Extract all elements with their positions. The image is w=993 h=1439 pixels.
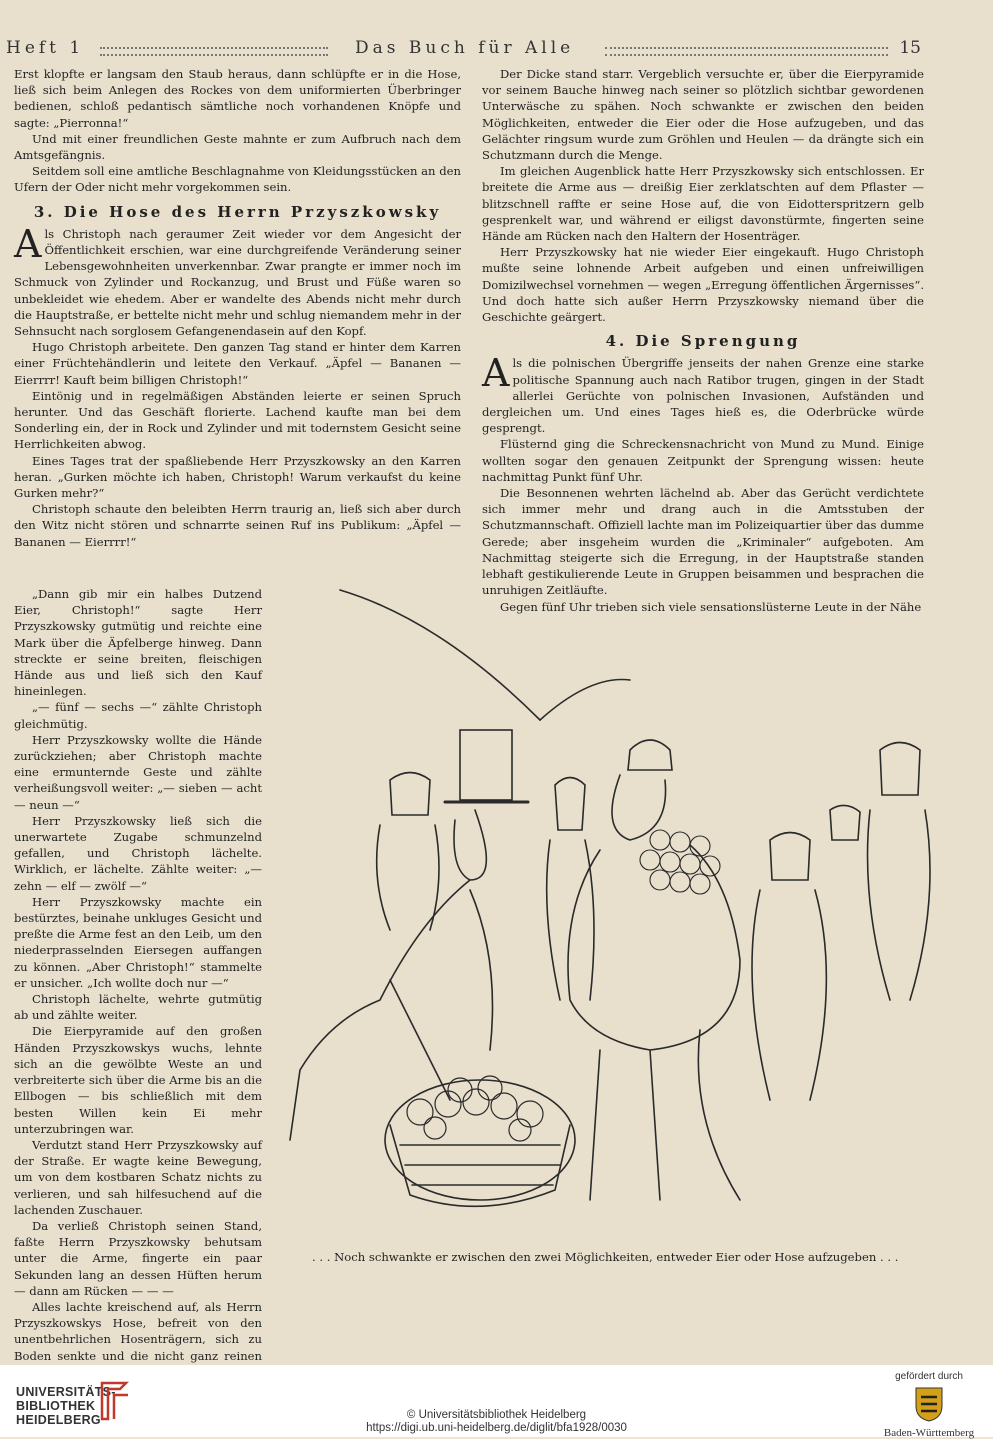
library-footer [0,1365,993,1437]
paragraph: Herr Przyszkowsky machte ein bestürztes, beinahe unkluges Gesicht und preßte die Arme fest an den Leib, um den niederprasselnden Eiersegen auffangen zu können. „Aber Christoph!“ stammelte er unsicher. „Ich wollte doch nur —“ [14,894,262,990]
header-title: Das Buch für Alle [355,38,575,58]
paragraph: Herr Przyszkowsky ließ sich die unerwartete Zugabe schmunzelnd gefallen, und Christoph lächelte. Wirklich, er lächelte. Zählte weiter: „— zehn — elf — zwölf —“ [14,813,262,893]
library-name-line: HEIDELBERG [16,1413,101,1427]
right-column [482,66,924,615]
section-heading: 3. Die Hose des Herrn Przyszkowsky [33,202,442,221]
paragraph: Herr Przyszkowsky hat nie wieder Eier eingekauft. Hugo Christoph mußte seine lohnende Arbeit aufgeben und einen unfreiwilligen Domizilwechsel vornehmen — wegen „Erregung öffentlichen Ärgernisses“. Und doch hatte sich außer Herrn Przyszkowsky niemand über die Geschichte geärgert. [482,245,924,325]
source-url-link[interactable]: https://digi.ub.uni-heidelberg.de/diglit/bfa1928/0030 [366,1422,627,1434]
left-column-upper [14,66,461,550]
paragraph: Da verließ Christoph seinen Stand, faßte Herrn Przyszkowsky behutsam unter die Arme, fingerte ein paar Sekunden lang an dessen Hüften herum — dann am Rücken — — — [14,1218,262,1298]
library-name-line: BIBLIOTHEK [16,1399,96,1413]
header-issue: Heft 1 [6,38,85,58]
copyright-text: © Universitätsbibliothek Heidelberg [406,1409,587,1421]
illustration-crowd-scene [270,580,950,1250]
header-ornament-left [100,47,328,56]
paragraph: Eines Tages trat der spaßliebende Herr Przyszkowsky an den Karren heran. „Gurken möchte ich haben, Christoph! Warum verkaufst du keine Gurken mehr?“ [14,453,461,501]
header-ornament-right [605,47,888,56]
paragraph: Als die polnischen Übergriffe jenseits der nahen Grenze eine starke politische Spannung auch nach Ratibor trugen, gingen in der Stadt allerlei Gerüchte von polnischen Invasionen, Aufständen und dergleichen um. Und eines Tages hieß es, die Oderbrücke würde gesprengt. [482,351,924,436]
state-crest-icon [914,1386,944,1422]
section-heading: 4. Die Sprengung [605,332,801,351]
sponsor-block [879,1371,979,1439]
paragraph: Verdutzt stand Herr Przyszkowsky auf der Straße. Er wagte keine Bewegung, um von dem kostbaren Schatz nichts zu verlieren, und sah hilfesuchend auf die lachenden Zuschauer. [14,1137,262,1217]
drop-cap: A [14,221,42,266]
paragraph: „Dann gib mir ein halbes Dutzend Eier, Christoph!“ sagte Herr Przyszkowsky gutmütig und reichte eine Mark über die Äpfelberge hinweg. Dann streckte er seine breiten, fleischigen Hände aus und ließ sich den Kauf hineinlegen. [14,587,262,699]
paragraph: Herr Przyszkowsky wollte die Hände zurückziehen; aber Christoph machte eine ermunternde Geste und zählte verheißungsvoll weiter: „— sieben — acht — neun —“ [14,732,262,812]
left-column-lower [14,586,262,1380]
paragraph: Die Eierpyramide auf den großen Händen Przyszkowskys wuchs, lehnte sich an die gewölbte Weste an und verbreiterte sich über die Arme bis an die Ellbogen — bis schließlich mit dem besten Willen kein Ei mehr unterzubringen war. [14,1024,262,1136]
paragraph: Hugo Christoph arbeitete. Den ganzen Tag stand er hinter dem Karren einer Früchtehändlerin und leitete den Verkauf. „Äpfel — Bananen — Eierrrr! Kauft beim billigen Christoph!“ [14,340,461,387]
paragraph: Christoph lächelte, wehrte gutmütig ab und zählte weiter. [14,992,262,1023]
sponsor-name: Baden-Württemberg [883,1427,975,1439]
page-number: 15 [899,38,921,58]
paragraph: Erst klopfte er langsam den Staub heraus, dann schlüpfte er in die Hose, ließ sich beim Anlegen des Rockes von dem uniformierten Überbringer bedienen, schloß pedantisch sämtliche noch vorhandenen Knöpfe und sagte: „Pierronna!“ [14,67,461,130]
illustration-caption: . . . Noch schwankte er zwischen den zwei Möglichkeiten, entweder Eier oder Hose aufzugeben . . . [312,1250,899,1264]
paragraph: Eintönig und in regelmäßigen Abständen leierte er seinen Spruch herunter. Und das Geschäft florierte. Lachend kaufte man bei dem Sonderling ein, der in Rock und Zylinder und mit todernstem Gesicht seine Herrlichkeiten abwog. [14,388,461,452]
sponsor-label: gefördert durch [895,1371,963,1382]
paragraph: Seitdem soll eine amtliche Beschlagnahme von Kleidungsstücken an den Ufern der Oder nicht mehr vorgekommen sein. [14,164,461,195]
paragraph: Als Christoph nach geraumer Zeit wieder vor dem Angesicht der Öffentlichkeit erschien, war eine durchgreifende Veränderung seiner Lebensgewohnheiten unverkennbar. Zwar prangte er immer noch im Schmuck von Zylinder und Rockanzug, und Brust und Füße waren so unbekleidet wie ehedem. Aber er wandelte des Abends nicht mehr durch die Hauptstraße, er bettelte nicht mehr und schlug niemandem mehr in der Sehnsucht nach sorglosem Gefangenendasein auf den Kopf. [14,221,461,339]
drop-cap: A [482,351,510,396]
library-name-line: UNIVERSITÄTS- [16,1385,116,1399]
paragraph: Alles lachte kreischend auf, als Herrn Przyszkowskys Hose, befreit von den unentbehrlichen Hosenträgern, sich zu Boden senkte und die nicht ganz reinen [14,1299,262,1363]
paragraph: Christoph schaute den beleibten Herrn traurig an, ließ sich aber durch den Witz nicht stören und schnarrte seinen Ruf ins Publikum: „Äpfel — Bananen — Eierrrr!“ [14,502,461,549]
page-header [0,38,993,60]
paragraph: Gegen fünf Uhr trieben sich viele sensationslüsterne Leute in der Nähe [500,599,922,614]
paragraph: „— fünf — sechs —“ zählte Christoph gleichmütig. [14,700,262,731]
paragraph: Die Besonnenen wehrten lächelnd ab. Aber das Gerücht verdichtete sich immer mehr und drang auch in die Amtsstuben der Schutzmannschaft. Offiziell lachte man im Polizeiquartier über das dumme Gerede; aber insgeheim wurden die „Kriminaler“ aufgeboten. Am Nachmittag steigerte sich die Erregung, in der Hauptstraße standen lebhaft gestikulierende Leute in Gruppen beisammen und besprachen die unruhigen Zeitläufte. [482,486,924,598]
paragraph: Der Dicke stand starr. Vergeblich versuchte er, über die Eierpyramide vor seinem Bauche hinweg nach seiner so plötzlich sichtbar gewordenen Unterwäsche zu spähen. Noch schwankte er zwischen den beiden Möglichkeiten, entweder die Eier oder die Hose aufzugeben, und das Gelächter ringsum wurde zum Gröhlen und Heulen — da drängte sich ein Schutzmann durch die Menge. [482,67,924,163]
paragraph: Im gleichen Augenblick hatte Herr Przyszkowsky sich entschlossen. Er breitete die Arme aus — dreißig Eier zerklatschten auf dem Pflaster — blitzschnell raffte er seine Hose auf, die von Eidotterspritzern gelb gesprenkelt war, und während er eiligst davonstürmte, fingerten seine Hände am Rücken nach den Haltern der Hosenträger. [482,164,924,244]
paragraph: Flüsternd ging die Schreckensnachricht von Mund zu Mund. Einige wollten sogar den genauen Zeitpunkt der Sprengung wissen: heute nachmittag Punkt fünf Uhr. [482,437,924,484]
paragraph: Und mit einer freundlichen Geste mahnte er zum Aufbruch nach dem Amtsgefängnis. [14,131,461,163]
